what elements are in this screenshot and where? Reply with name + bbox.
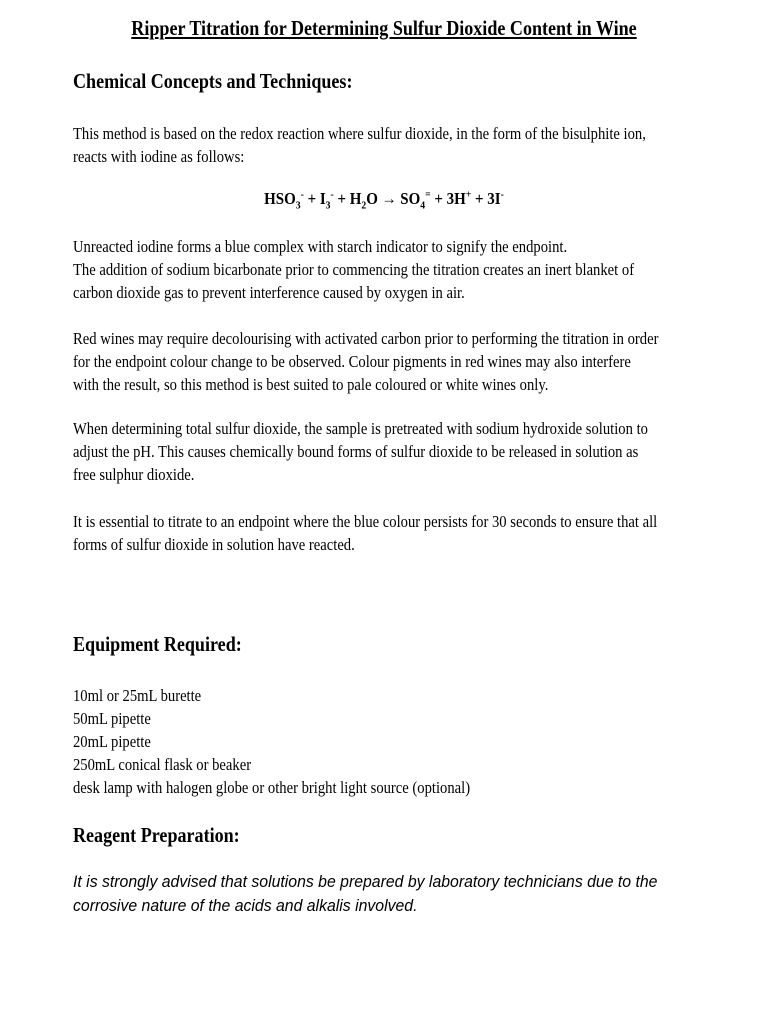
text-line: It is strongly advised that solutions be prepared by laboratory technicians due to the bbox=[73, 872, 658, 891]
redox-equation bbox=[46, 188, 722, 212]
equation-superscript: - bbox=[300, 188, 304, 201]
equation-superscript: + bbox=[465, 188, 472, 201]
equation-term: + 3H bbox=[430, 189, 466, 208]
reagent-heading: Reagent Preparation: bbox=[73, 823, 240, 847]
list-item: 50mL pipette bbox=[73, 709, 151, 728]
text-line: adjust the pH. This causes chemically bound forms of sulfur dioxide to be released in solution as bbox=[73, 442, 639, 461]
equation-subscript: 3 bbox=[325, 199, 331, 212]
text-line: The addition of sodium bicarbonate prior to commencing the titration creates an inert blanket of bbox=[73, 260, 635, 279]
text-line: forms of sulfur dioxide in solution have reacted. bbox=[73, 535, 355, 554]
equation-superscript: - bbox=[500, 188, 504, 201]
list-item: 20mL pipette bbox=[73, 732, 151, 751]
starch-paragraph bbox=[73, 235, 692, 304]
text-line: with the result, so this method is best suited to pale coloured or white wines only. bbox=[73, 375, 549, 394]
text-line: reacts with iodine as follows: bbox=[73, 147, 245, 166]
text-line: When determining total sulfur dioxide, the sample is pretreated with sodium hydroxide solution to bbox=[73, 419, 648, 438]
text-line: This method is based on the redox reaction where sulfur dioxide, in the form of the bisulphite ion, bbox=[73, 124, 646, 143]
page-title: Ripper Titration for Determining Sulfur Dioxide Content in Wine bbox=[131, 16, 637, 40]
text-line: It is essential to titrate to an endpoint where the blue colour persists for 30 seconds to ensure that all bbox=[73, 512, 658, 531]
text-line: Red wines may require decolourising with activated carbon prior to performing the titration in order bbox=[73, 329, 659, 348]
text-line: for the endpoint colour change to be observed. Colour pigments in red wines may also interfere bbox=[73, 352, 631, 371]
equation-term: O → SO bbox=[366, 189, 421, 208]
safety-note bbox=[73, 870, 657, 918]
equipment-heading: Equipment Required: bbox=[73, 632, 242, 656]
equation-superscript: - bbox=[330, 188, 334, 201]
endpoint-paragraph bbox=[73, 510, 692, 556]
red-wine-paragraph bbox=[73, 327, 692, 396]
list-item: 250mL conical flask or beaker bbox=[73, 755, 252, 774]
total-so2-paragraph bbox=[73, 417, 692, 486]
equation-subscript: 2 bbox=[361, 199, 367, 212]
text-line: carbon dioxide gas to prevent interference caused by oxygen in air. bbox=[73, 283, 465, 302]
equation-term: + 3I bbox=[471, 189, 501, 208]
equation-superscript: = bbox=[425, 188, 431, 201]
list-item: desk lamp with halogen globe or other bright light source (optional) bbox=[73, 778, 471, 797]
equipment-list bbox=[73, 684, 470, 799]
list-item: 10ml or 25mL burette bbox=[73, 686, 202, 705]
text-line: Unreacted iodine forms a blue complex with starch indicator to signify the endpoint. bbox=[73, 237, 568, 256]
concepts-heading: Chemical Concepts and Techniques: bbox=[73, 69, 353, 93]
text-line: corrosive nature of the acids and alkalis involved. bbox=[73, 896, 418, 915]
equation-term: HSO bbox=[264, 189, 296, 208]
equation-term: + I bbox=[303, 189, 326, 208]
equation-subscript: 3 bbox=[295, 199, 301, 212]
equation-subscript: 4 bbox=[420, 199, 426, 212]
text-line: free sulphur dioxide. bbox=[73, 465, 195, 484]
intro-paragraph bbox=[73, 122, 692, 168]
equation-term: + H bbox=[333, 189, 362, 208]
